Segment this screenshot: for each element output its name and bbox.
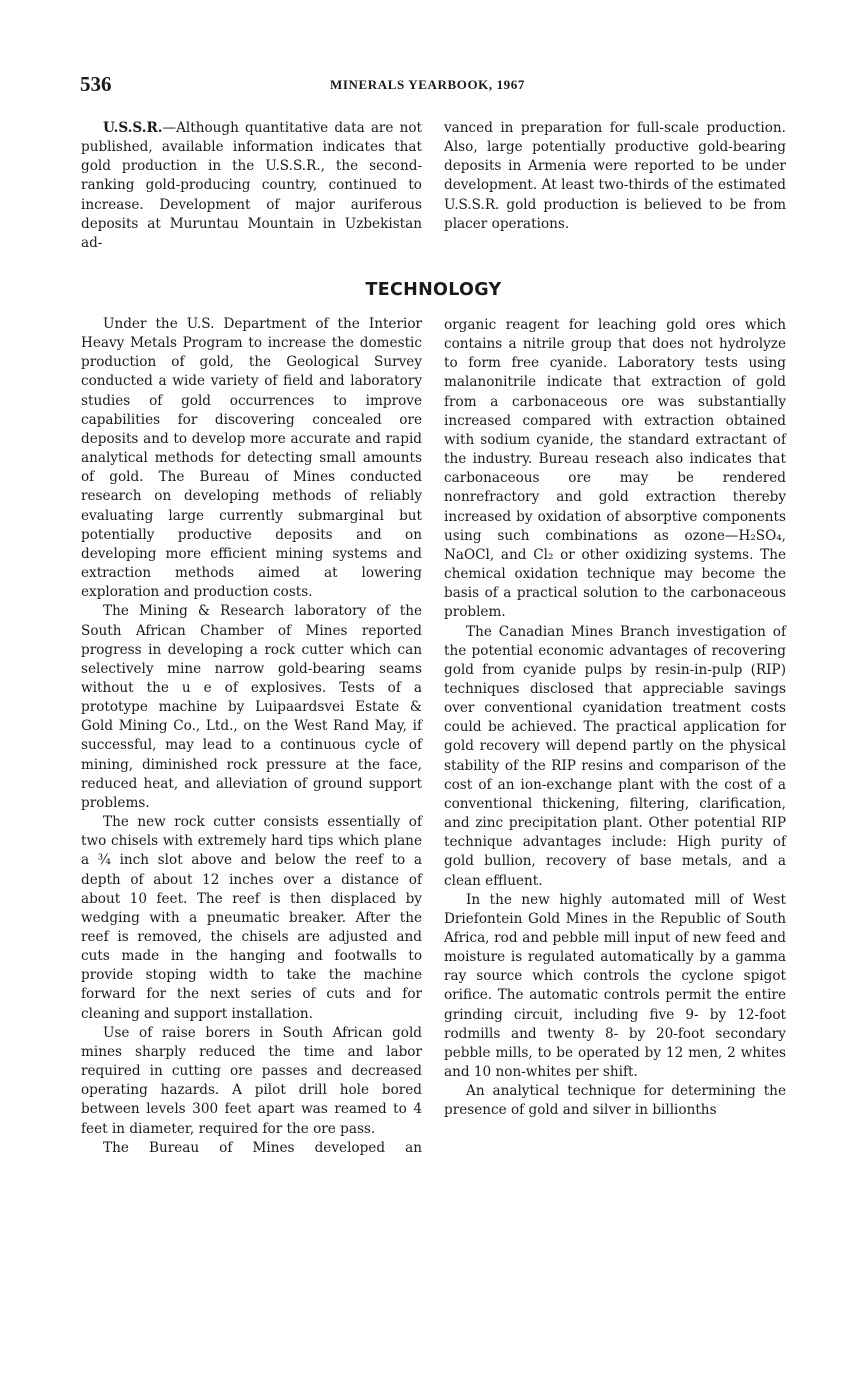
paragraph: The Bureau of Mines developed an bbox=[103, 1139, 422, 1156]
section-heading: TECHNOLOGY bbox=[365, 280, 502, 300]
ussr-right-text: vanced in preparation for full-scale production. Also, large potentially productive gold-bearing deposits in Armenia were reported to be under development. At least two-thirds of the estimated U.S.S.R. gold production is believed to be from placer operations. bbox=[444, 120, 786, 232]
ussr-column-left bbox=[81, 119, 422, 253]
page-number: 536 bbox=[80, 72, 112, 96]
right-column bbox=[444, 316, 786, 1121]
running-head: MINERALS YEARBOOK, 1967 bbox=[330, 77, 525, 92]
paragraph: The Canadian Mines Branch investigation of the potential economic advantages of recovering gold from cyanide pulps by resin-in-pulp (RIP) techniques disclosed that appreciable savings over conventional cyanidation treatment costs could be achieved. The practical application for gold recovery will depend partly on the physical stability of the RIP resins and comparison of the cost of an ion-exchange plant with the cost of a conventional thickening, filtering, clarification, and zinc precipitation plant. Other potential RIP technique advantages include: High purity of gold bullion, recovery of base metals, and a clean effluent. bbox=[444, 623, 786, 889]
paragraph: Under the U.S. Department of the Interior Heavy Metals Program to increase the domestic production of gold, the Geological Survey conducted a wide variety of field and laboratory studies of gold occurrences to improve capabilities for discovering concealed ore deposits and to develop more accurate and rapid analytical methods for detecting small amounts of gold. The Bureau of Mines conducted research on developing methods of reliably evaluating large currently submarginal but potentially productive deposits and on developing more efficient mining systems and extraction methods aimed at lowering exploration and production costs. bbox=[81, 316, 422, 601]
paragraph: An analytical technique for determining the presence of gold and silver in billionths bbox=[444, 1083, 786, 1119]
left-column bbox=[81, 315, 422, 1158]
ussr-paragraph bbox=[81, 119, 422, 253]
ussr-column-right bbox=[444, 119, 786, 234]
paragraph: The new rock cutter consists essentially of two chisels with extremely hard tips which plane a ¾ inch slot above and below the reef to a depth of about 12 inches over a distance of about 10 feet. The reef is then displaced by wedging with a pneumatic breaker. After the reef is removed, the chisels are adjusted and cuts made in the hanging and footwalls to provide stoping width to take the machine forward for the next series of cuts and for cleaning and support installation. bbox=[81, 814, 422, 1022]
paragraph: Use of raise borers in South African gold mines sharply reduced the time and labor required in cutting ore passes and decreased operating hazards. A pilot drill hole bored between levels 300 feet apart was reamed to 4 feet in diameter, required for the ore pass. bbox=[81, 1024, 422, 1137]
paragraph: In the new highly automated mill of West Driefontein Gold Mines in the Republic of South Africa, rod and pebble mill input of new feed and moisture is regulated automatically by a gamma ray source which controls the cyclone spigot orifice. The automatic controls permit the entire grinding circuit, including five 9- by 12-foot rodmills and twenty 8- by 20-foot secondary pebble mills, to be operated by 12 men, 2 whites and 10 non-whites per shift. bbox=[444, 891, 786, 1081]
paragraph: organic reagent for leaching gold ores which contains a nitrile group that does not hydrolyze to form free cyanide. Laboratory tests using malanonitrile indicate that extraction of gold from a carbonaceous ore was substantially increased compared with extraction obtained with sodium cyanide, the standard extractant of the industry. Bureau reseach also indicates that carbonaceous ore may be rendered nonrefractory and gold extraction thereby increased by oxidation of absorptive components using such combinations as ozone—H₂SO₄, NaOCl, and Cl₂ or other oxidizing systems. The chemical oxidation technique may become the basis of a practical solution to the carbonaceous problem. bbox=[444, 317, 786, 621]
paragraph: The Mining & Research laboratory of the South African Chamber of Mines reported progress in developing a rock cutter which can selectively mine narrow gold-bearing seams without the u e of explosives. Tests of a prototype machine by Luipaardsvei Estate & Gold Mining Co., Ltd., on the West Rand May, if successful, may lead to a continuous cycle of mining, diminished rock pressure at the face, reduced heat, and alleviation of ground support problems. bbox=[81, 603, 422, 811]
ussr-lead: U.S.S.R. bbox=[103, 120, 163, 136]
ussr-left-text: —Although quantitative data are not published, available information indicates that gold production in the U.S.S.R., the second-ranking gold-producing country, continued to increase. Development of major auriferous deposits at Muruntau Mountain in Uzbekistan ad- bbox=[81, 120, 422, 251]
